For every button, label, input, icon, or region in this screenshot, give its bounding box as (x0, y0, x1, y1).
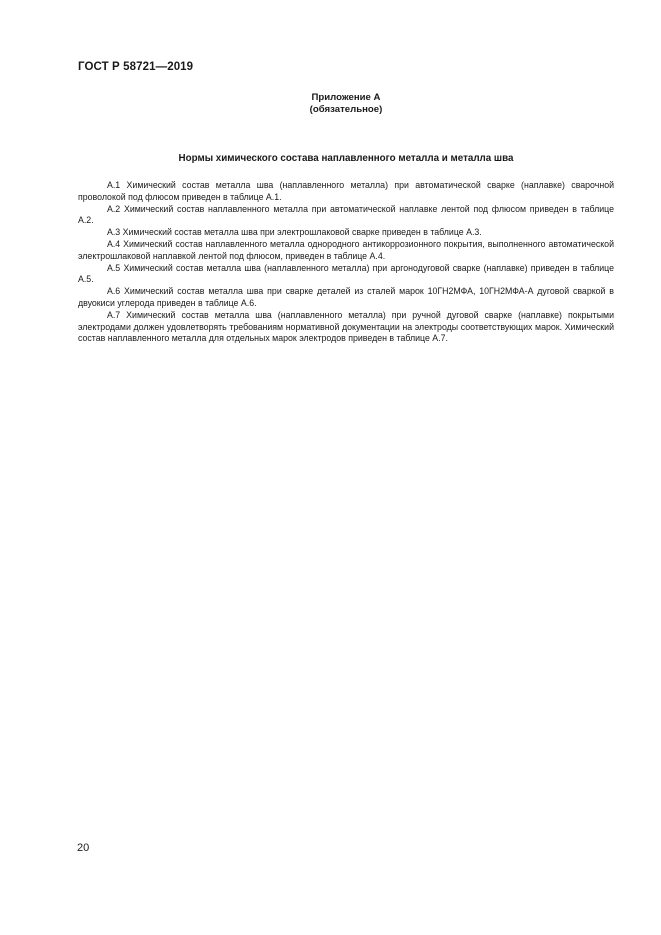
paragraph-a2: А.2 Химический состав наплавленного металла при автоматической наплавке лентой под флюсом приведен в таблице А.2. (78, 203, 614, 226)
paragraph-a4: А.4 Химический состав наплавленного металла однородного антикоррозионного покрытия, выполненного автоматической электрошлаковой наплавкой лентой под флюсом, приведен в таблице А.4. (78, 238, 614, 261)
appendix-status: (обязательное) (309, 104, 383, 115)
paragraph-a7: А.7 Химический состав металла шва (наплавленного металла) при ручной дуговой сварке (наплавке) покрытыми электродами должен удовлетворять требованиям нормативной документации на электроды соответствующих марок. Химический состав наплавленного металла для отдельных марок электродов приведен в таблице А.7. (78, 309, 614, 344)
paragraph-a1: А.1 Химический состав металла шва (наплавленного металла) при автоматической сварке (наплавке) сварочной проволокой под флюсом приведен в таблице А.1. (78, 180, 614, 202)
appendix-title: Приложение А (311, 92, 381, 103)
page-number: 20 (77, 842, 90, 854)
body-text (78, 180, 614, 345)
paragraph-a6: А.6 Химический состав металла шва при сварке деталей из сталей марок 10ГН2МФА, 10ГН2МФА-А дуговой сваркой в двуокиси углерода приведен в таблице А.6. (78, 286, 614, 308)
section-heading: Нормы химического состава наплавленного металла и металла шва (178, 153, 514, 164)
paragraph-a3: А.3 Химический состав металла шва при электрошлаковой сварке приведен в таблице А.3. (107, 227, 482, 238)
paragraph-a5: А.5 Химический состав металла шва (наплавленного металла) при аргонодуговой сварке (наплавке) приведен в таблице А.5. (78, 262, 614, 285)
document-code: ГОСТ Р 58721—2019 (78, 61, 194, 73)
